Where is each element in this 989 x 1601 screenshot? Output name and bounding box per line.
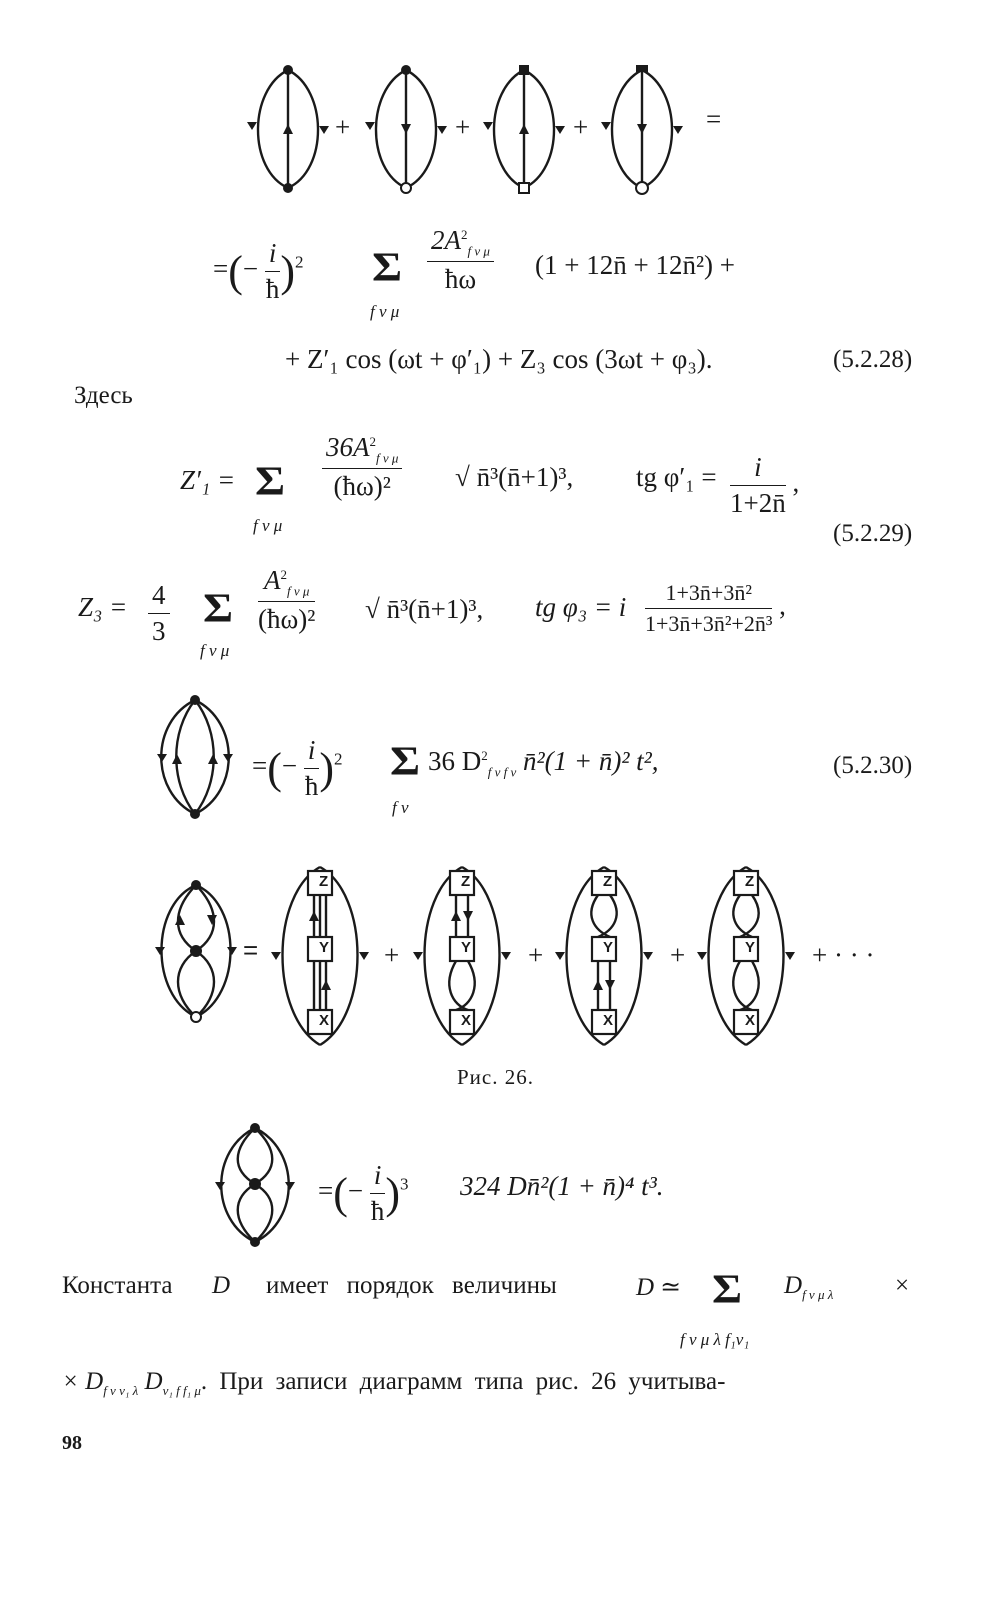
- equals-top: =: [706, 104, 722, 134]
- sum-symbol-3: Σ: [203, 584, 234, 631]
- sum-symbol-4: Σ: [390, 737, 421, 784]
- prose-line1-times: ×: [895, 1272, 910, 1299]
- fig-plus-2: +: [528, 940, 544, 970]
- bracket-term: (1 + 12n̄ + 12n̄²) +: [535, 250, 736, 280]
- z3-coef: $\frac{4}{3}$: [148, 580, 170, 647]
- eq-number-5230: (5.2.30): [833, 752, 913, 779]
- diagram-324: [210, 1120, 310, 1250]
- diagram-3: [483, 65, 565, 193]
- prose-sum-index: f ν μ λ f₁ν₁: [680, 1330, 750, 1349]
- page-number: 98: [62, 1432, 82, 1454]
- z3-root: √ n̄³(n̄+1)³,: [365, 594, 484, 624]
- eq-5230-lhs: =(− $\frac{i}{ħ}$ )$^2$: [252, 735, 343, 801]
- prose-line1-a: Константа: [62, 1272, 173, 1299]
- z1-tg: tg φ′₁ =: [636, 462, 717, 492]
- plus-3: +: [573, 112, 589, 142]
- eq-324-lhs: =(− $\frac{i}{ħ}$ )$^3$: [318, 1160, 409, 1226]
- diagram-5230: [150, 692, 250, 822]
- fraction-36A: $\frac{36A^2_{f \nu \mu}}{\text{(ħω)²}}$: [322, 432, 402, 502]
- sum-symbol-5: Σ: [712, 1265, 743, 1312]
- box-label-x-1: X: [319, 1012, 330, 1029]
- box-label-y-3: Y: [603, 939, 614, 956]
- box-label-x-3: X: [603, 1012, 614, 1029]
- i-over-hbar: $\frac{i}{ħ}$: [265, 238, 280, 304]
- eq-number-5228: (5.2.28): [833, 346, 913, 373]
- diagram-4: [601, 65, 683, 194]
- box-label-x-2: X: [461, 1012, 472, 1029]
- prose-line1-term: $D_{f \nu \mu \lambda}$: [784, 1272, 834, 1302]
- z3-tg: tg φ₃ = i: [535, 592, 627, 622]
- fig-plus-1: +: [384, 940, 400, 970]
- eq-324-rhs: 324 Dn̄²(1 + n̄)⁴ t³.: [460, 1171, 664, 1201]
- prose-line1-b: имеет порядок величины: [266, 1272, 557, 1299]
- z1-root: √ n̄³(n̄+1)³,: [455, 462, 574, 492]
- prose-line1-d: D: [212, 1272, 231, 1299]
- sum-symbol-2: Σ: [255, 457, 286, 504]
- box-label-z-2: Z: [461, 873, 471, 890]
- sum-index-4: f ν: [392, 798, 409, 817]
- sum-index-1: f ν μ: [370, 302, 400, 321]
- figure-caption: Рис. 26.: [457, 1065, 534, 1089]
- tg-fraction-3: $\frac{\text{1+3n̄+3n̄²}}{\text{1+3n̄+3n̄²+2n̄³}}$ ,: [645, 580, 786, 636]
- plus-2: +: [455, 112, 471, 142]
- eq-number-5229: (5.2.29): [833, 520, 913, 547]
- fraction-2A: $\frac{2A^2_{f \nu \mu}}{ħ\omega}$: [427, 225, 494, 295]
- zdes-label: Здесь: [74, 382, 133, 409]
- fig-tail: + · · ·: [812, 940, 875, 970]
- sum-index-3: f ν μ: [200, 641, 230, 660]
- z3-lhs: Z₃ =: [78, 592, 128, 622]
- prose-line2: × $D_{f \nu \nu_1 \lambda}$ $D_{\nu_1 f f_1 \mu}$. При записи диаграмм типа рис. 26 учитыва-: [62, 1368, 726, 1398]
- box-label-y-1: Y: [319, 939, 330, 956]
- z1-lhs: Z′₁ =: [180, 465, 236, 495]
- plus-1: +: [335, 112, 351, 142]
- sum-symbol-1: Σ: [372, 243, 403, 290]
- box-label-z-1: Z: [319, 873, 329, 890]
- svg-text:=: =: [243, 935, 259, 965]
- box-label-z-4: Z: [745, 873, 755, 890]
- box-label-x-4: X: [745, 1012, 756, 1029]
- prose-line1-c: D ≃: [636, 1274, 682, 1301]
- tg-fraction-1: $\frac{i}{1+2n̄}$ ,: [730, 452, 800, 518]
- box-label-y-4: Y: [745, 939, 756, 956]
- eq-5228-line1: =(− $\frac{i}{ħ}$ )$^2$: [213, 238, 304, 304]
- eq-5230-rhs: 36 $D^2_{f \nu f \nu}$ n̄²(1 + n̄)² t²,: [428, 746, 659, 780]
- diagram-2: [365, 65, 447, 193]
- fig26-lhs-diagram: [155, 880, 237, 1022]
- diagram-1: [247, 65, 329, 193]
- eq-5228-line2: + Z′₁ cos (ωt + φ′₁) + Z₃ cos (3ωt + φ₃).: [285, 344, 713, 374]
- sum-index-2: f ν μ: [253, 516, 283, 535]
- fig-plus-3: +: [670, 940, 686, 970]
- top-diagram-row: [240, 60, 710, 200]
- fraction-A: $\frac{A^2_{f \nu \mu}}{\text{(ħω)²}}$: [258, 565, 316, 635]
- box-label-z-3: Z: [603, 873, 613, 890]
- box-label-y-2: Y: [461, 939, 472, 956]
